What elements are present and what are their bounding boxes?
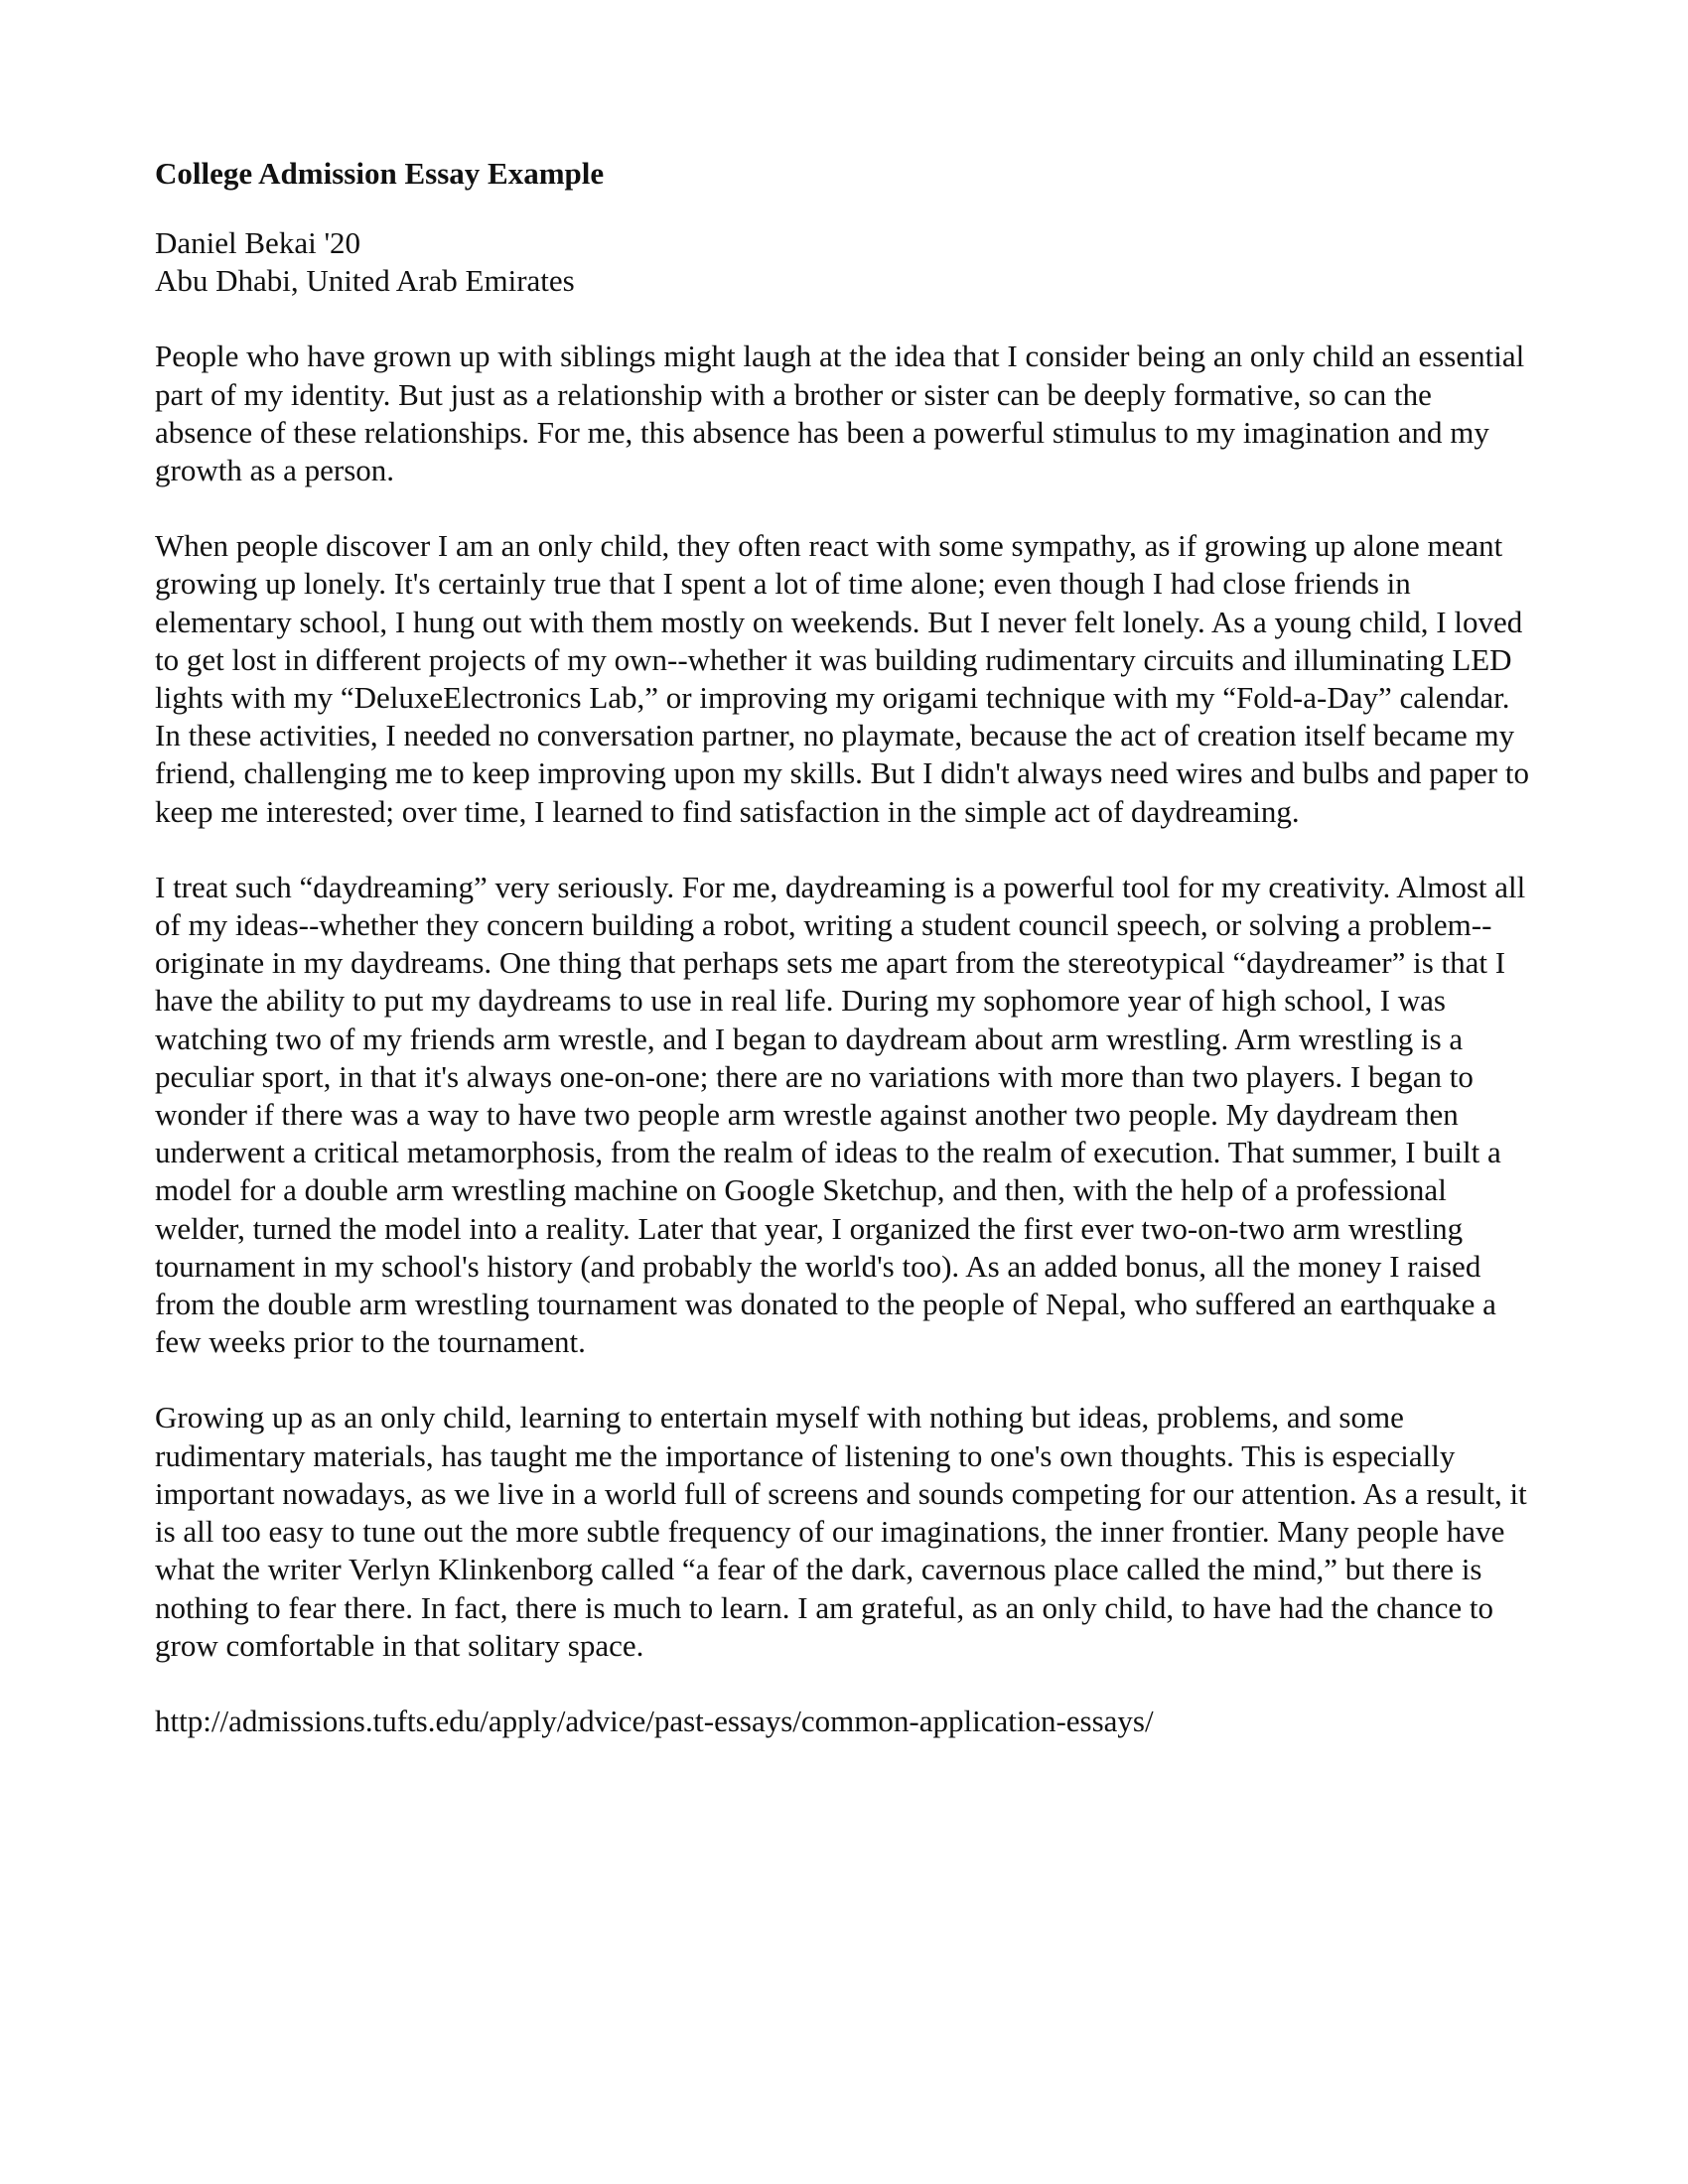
author-name: Daniel Bekai '20 (155, 225, 361, 260)
essay-paragraph-4: Growing up as an only child, learning to entertain myself with nothing but ideas, problems, and some rudimentary materials, has taught me the importance of listening to one's own thoughts. This is especially important nowadays, as we live in a world full of screens and sounds competing for our attention. As a result, it is all too easy to tune out the more subtle frequency of our imaginations, the inner frontier. Many people have what the writer Verlyn Klinkenborg called “a fear of the dark, cavernous place called the mind,” but there is nothing to fear there. In fact, there is much to learn. I am grateful, as an only child, to have had the chance to grow comfortable in that solitary space. (155, 1400, 1527, 1663)
author-block (155, 224, 1533, 300)
document-title: College Admission Essay Example (155, 156, 605, 191)
essay-paragraph-3: I treat such “daydreaming” very seriously. For me, daydreaming is a powerful tool for my creativity. Almost all of my ideas--whether they concern building a robot, writing a student council speech, or solving a problem--originate in my daydreams. One thing that perhaps sets me apart from the stereotypical “daydreamer” is that I have the ability to put my daydreams to use in real life. During my sophomore year of high school, I was watching two of my friends arm wrestle, and I began to daydream about arm wrestling. Arm wrestling is a peculiar sport, in that it's always one-on-one; there are no variations with more than two players. I began to wonder if there was a way to have two people arm wrestle against another two people. My daydream then underwent a critical metamorphosis, from the realm of ideas to the realm of execution. That summer, I built a model for a double arm wrestling machine on Google Sketchup, and then, with the help of a professional welder, turned the model into a reality. Later that year, I organized the first ever two-on-two arm wrestling tournament in my school's history (and probably the world's too). As an added bonus, all the money I raised from the double arm wrestling tournament was donated to the people of Nepal, who suffered an earthquake a few weeks prior to the tournament. (155, 869, 1526, 1360)
essay-paragraph-1: People who have grown up with siblings might laugh at the idea that I consider being an only child an essential part of my identity. But just as a relationship with a brother or sister can be deeply formative, so can the absence of these relationships. For me, this absence has been a powerful stimulus to my imagination and my growth as a person. (155, 339, 1525, 488)
source-url: http://admissions.tufts.edu/apply/advice/past-essays/common-application-essays/ (155, 1703, 1154, 1738)
essay-paragraph-2: When people discover I am an only child, they often react with some sympathy, as if growing up alone meant growing up lonely. It's certainly true that I spent a lot of time alone; even though I had close friends in elementary school, I hung out with them mostly on weekends. But I never felt lonely. As a young child, I loved to get lost in different projects of my own--whether it was building rudimentary circuits and illuminating LED lights with my “DeluxeElectronics Lab,” or improving my origami technique with my “Fold-a-Day” calendar. In these activities, I needed no conversation partner, no playmate, because the act of creation itself became my friend, challenging me to keep improving upon my skills. But I didn't always need wires and bulbs and paper to keep me interested; over time, I learned to find satisfaction in the simple act of daydreaming. (155, 528, 1529, 829)
author-location: Abu Dhabi, United Arab Emirates (155, 263, 575, 299)
document-body (155, 155, 1533, 1740)
